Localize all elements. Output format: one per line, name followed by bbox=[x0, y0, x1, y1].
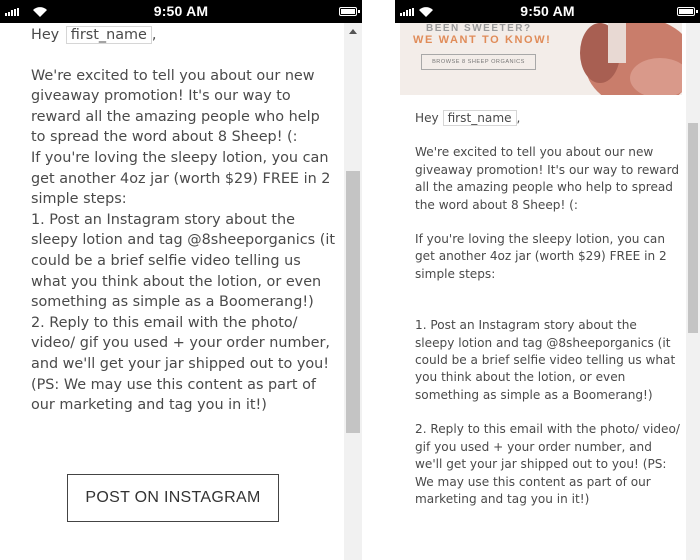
scrollbar-thumb[interactable] bbox=[346, 171, 360, 433]
paragraph-offer: If you're loving the sleepy lotion, you can get another 4oz jar (worth $29) FREE in 2 simple steps: bbox=[31, 149, 331, 208]
merge-tag-first-name: first_name bbox=[443, 110, 517, 126]
post-on-instagram-button[interactable]: POST ON INSTAGRAM bbox=[67, 474, 279, 522]
battery-icon bbox=[339, 7, 357, 16]
greeting-line bbox=[31, 25, 336, 46]
status-time: 9:50 AM bbox=[153, 3, 209, 19]
promo-banner bbox=[400, 23, 682, 95]
email-body bbox=[395, 23, 686, 560]
paragraph-intro: We're excited to tell you about our new giveaway promotion! It's our way to reward all the amazing people who help to spread the word about 8 Sheep! (: bbox=[31, 67, 320, 146]
step-2: 2. Reply to this email with the photo/ video/ gif you used + your order number, and we'll get your jar shipped out to you! (PS: We may use this content as part of our marketing and tag you in it!) bbox=[31, 314, 330, 414]
step-1: 1. Post an Instagram story about the sleepy lotion and tag @8sheeporganics (it could be a brief selfie video telling us what you think about the lotion, or even something as simple as a Boomerang!) bbox=[31, 211, 335, 311]
scroll-up-arrow-icon[interactable] bbox=[349, 29, 357, 34]
greeting-text: Hey bbox=[415, 111, 439, 125]
greeting-text: Hey bbox=[31, 27, 60, 43]
step-1: 1. Post an Instagram story about the sleepy lotion and tag @8sheeporganics (it could be a brief selfie video telling us what you think about the lotion, or even something as simple as a Boomerang!) bbox=[415, 318, 676, 402]
phone-screen-right bbox=[395, 0, 700, 560]
status-bar bbox=[0, 0, 362, 23]
scrollbar[interactable] bbox=[344, 23, 362, 560]
banner-headline: BEEN SWEETER? bbox=[426, 23, 532, 34]
battery-icon bbox=[677, 7, 695, 16]
status-bar bbox=[395, 0, 700, 23]
scrollbar[interactable] bbox=[686, 23, 700, 560]
banner-subhead: WE WANT TO KNOW! bbox=[413, 34, 552, 46]
greeting-punct: , bbox=[516, 111, 521, 125]
status-time: 9:50 AM bbox=[520, 3, 575, 19]
paragraph-offer: If you're loving the sleepy lotion, you can get another 4oz jar (worth $29) FREE in 2 simple steps: bbox=[415, 232, 667, 281]
step-2: 2. Reply to this email with the photo/ video/ gif you used + your order number, and we'll get your jar shipped out to you! (PS: We may use this content as part of our marketing and tag you in it!) bbox=[415, 422, 680, 506]
greeting-punct: , bbox=[151, 27, 157, 43]
paragraph-intro: We're excited to tell you about our new giveaway promotion! It's our way to reward all the amazing people who help to spread the word about 8 Sheep! (: bbox=[415, 145, 680, 212]
merge-tag-first-name: first_name bbox=[66, 26, 152, 44]
banner-photo bbox=[570, 23, 682, 95]
browse-shop-button[interactable]: BROWSE 8 SHEEP ORGANICS bbox=[421, 54, 536, 70]
scrollbar-thumb[interactable] bbox=[688, 123, 698, 333]
greeting-line bbox=[415, 110, 680, 127]
